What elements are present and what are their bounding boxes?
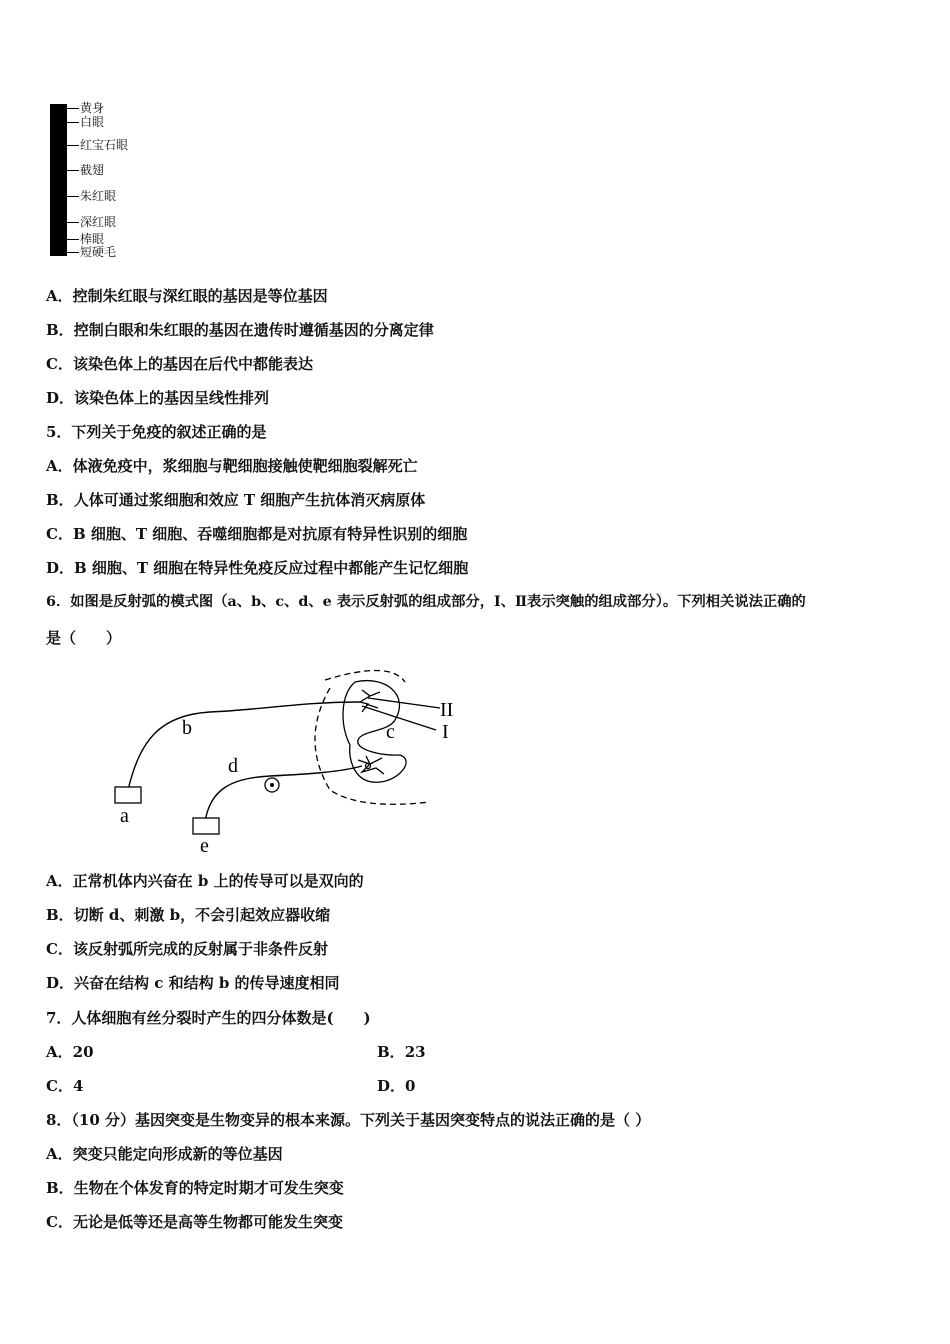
lower-neuron — [358, 756, 384, 774]
q4-option-a: A．控制朱红眼与深红眼的基因是等位基因 — [46, 287, 328, 305]
ganglion-dot — [270, 783, 274, 787]
gene-label: 朱红眼 — [67, 189, 116, 203]
q6-stem-line2: 是（ ） — [46, 629, 122, 647]
q6-option-c: C．该反射弧所完成的反射属于非条件反射 — [46, 940, 328, 958]
label-i: I — [442, 721, 449, 743]
gene-label: 黄身 — [67, 101, 104, 115]
q8-option-c: C．无论是低等还是高等生物都可能发生突变 — [46, 1213, 343, 1231]
q8-stem: 8．（10 分）基因突变是生物变异的根本来源。下列关于基因突变特点的说法正确的是（ ） — [46, 1111, 651, 1129]
q7-option-d: D．0 — [377, 1077, 416, 1095]
receptor-a — [115, 787, 141, 803]
label-ii: II — [440, 699, 454, 721]
q7-option-b: B．23 — [377, 1043, 426, 1061]
q8-option-a: A．突变只能定向形成新的等位基因 — [46, 1145, 283, 1163]
reflex-arc-figure — [100, 660, 480, 860]
q5-stem: 5．下列关于免疫的叙述正确的是 — [46, 423, 267, 441]
q7-option-a: A．20 — [46, 1043, 94, 1061]
q5-option-a: A．体液免疫中，浆细胞与靶细胞接触使靶细胞裂解死亡 — [46, 457, 418, 475]
label-e: e — [200, 835, 209, 857]
gene-label: 深红眼 — [67, 215, 116, 229]
q6-option-a: A．正常机体内兴奋在 b 上的传导可以是双向的 — [46, 872, 364, 890]
gray-matter-c — [343, 681, 406, 783]
q5-option-c: C．B 细胞、T 细胞、吞噬细胞都是对抗原有特异性识别的细胞 — [46, 525, 468, 543]
gene-label: 截翅 — [67, 163, 104, 177]
chromosome-figure — [50, 100, 170, 265]
q4-option-d: D．该染色体上的基因呈线性排列 — [46, 389, 270, 407]
label-c: c — [386, 721, 395, 743]
q7-stem: 7．人体细胞有丝分裂时产生的四分体数是( ) — [46, 1009, 371, 1027]
label-b: b — [182, 717, 192, 739]
q6-stem-line1: 6．如图是反射弧的模式图（a、b、c、d、e 表示反射弧的组成部分，Ⅰ、Ⅱ表示突触的组成部分）。下列相关说法正确的 — [46, 594, 806, 610]
q4-option-b: B．控制白眼和朱红眼的基因在遗传时遵循基因的分离定律 — [46, 321, 434, 339]
label-a: a — [120, 805, 129, 827]
synapse-line-ii — [368, 698, 440, 708]
spinal-outline-outer — [315, 688, 430, 804]
chromosome-bar — [50, 104, 67, 256]
q4-option-c: C．该染色体上的基因在后代中都能表达 — [46, 355, 313, 373]
label-d: d — [228, 755, 238, 777]
q8-option-b: B．生物在个体发育的特定时期才可发生突变 — [46, 1179, 344, 1197]
effector-e — [193, 818, 219, 834]
gene-label: 棒眼 — [67, 232, 104, 246]
nerve-b — [128, 702, 360, 790]
q5-option-d: D．B 细胞、T 细胞在特异性免疫反应过程中都能产生记忆细胞 — [46, 559, 469, 577]
q6-option-d: D．兴奋在结构 c 和结构 b 的传导速度相同 — [46, 974, 340, 992]
q7-option-c: C．4 — [46, 1077, 84, 1095]
gene-label: 短硬毛 — [67, 245, 116, 259]
q6-option-b: B．切断 d、刺激 b，不会引起效应器收缩 — [46, 906, 331, 924]
gene-label: 白眼 — [67, 115, 104, 129]
gene-label: 红宝石眼 — [67, 138, 128, 152]
q5-option-b: B．人体可通过浆细胞和效应 T 细胞产生抗体消灭病原体 — [46, 491, 426, 509]
